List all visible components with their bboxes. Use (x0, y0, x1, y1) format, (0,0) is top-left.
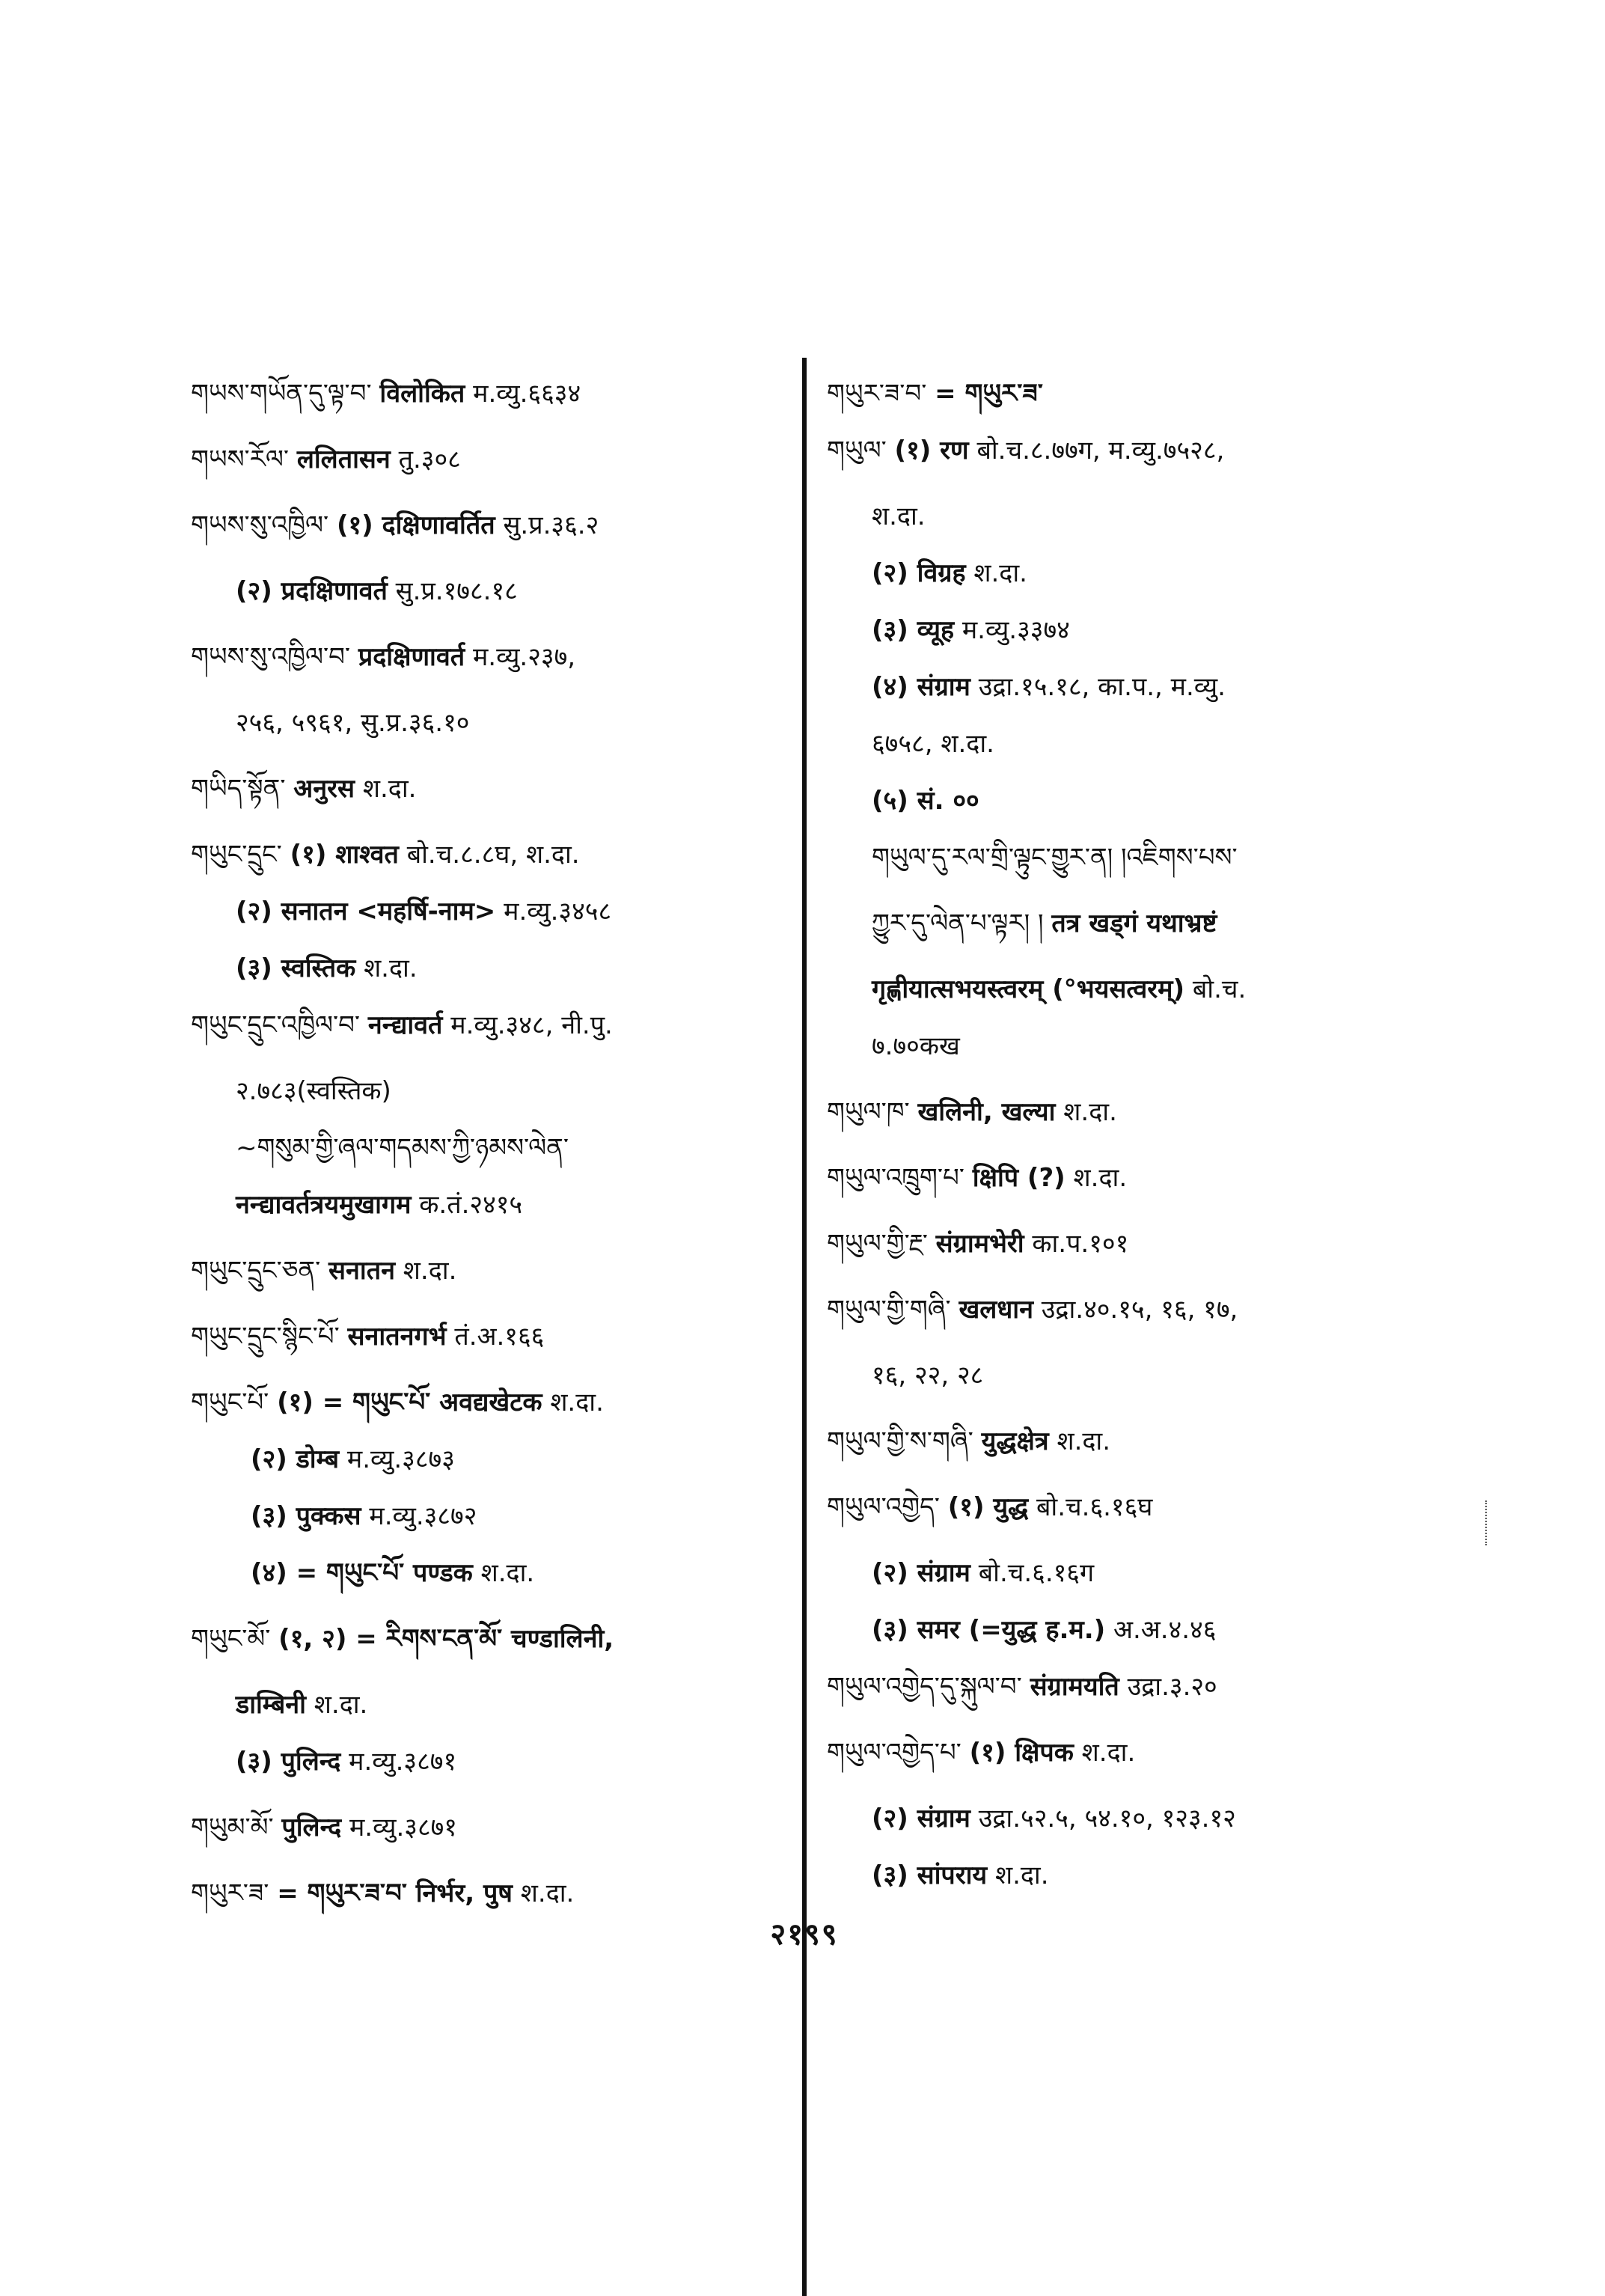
source-reference: अ.अ.४.४६ (1113, 1615, 1217, 1645)
headword-line (827, 1229, 1470, 1259)
sub-entry-line (251, 1444, 789, 1474)
tibetan-term: ཀྱུར་དུ་ལེན་པ་ལྟར། ། (872, 909, 1044, 938)
source-reference: श.दा. (1081, 1738, 1136, 1768)
tibetan-term: གཡུང་དྲུང་འཁྱིལ་བ་ (191, 1010, 361, 1040)
sanskrit-equivalent: (२) सनातन <महर्षि-नाम> (236, 897, 496, 926)
source-reference: ७.७०कख (872, 1031, 960, 1061)
sub-entry-line (236, 708, 789, 738)
tibetan-term: གཡུམ་མོ་ (191, 1813, 274, 1842)
tibetan-term: གཡས་གཡོན་དུ་ལྟ་བ་ (191, 379, 372, 409)
sub-entry-line (872, 1361, 1470, 1390)
source-reference: म.व्यु.३८७१ (349, 1747, 457, 1777)
sanskrit-equivalent: संग्रामयति (1030, 1672, 1119, 1702)
sanskrit-equivalent: तत्र खड्गं यथाभ्रष्टं (1051, 909, 1217, 938)
source-reference: बो.च.६.१६ग (978, 1558, 1095, 1588)
headword-line (191, 445, 789, 474)
tibetan-term: གཡུལ་གྱི་ས་གཞི་ (827, 1426, 973, 1456)
source-reference: श.दा. (1057, 1426, 1111, 1456)
sanskrit-equivalent: क्षिपि (?) (972, 1163, 1066, 1193)
source-reference: क.तं.२४१५ (419, 1190, 523, 1220)
sub-entry-line (872, 1558, 1470, 1588)
sub-entry-line (251, 1558, 789, 1588)
tibetan-term: གཡུལ་འགྱེད་ (827, 1492, 940, 1522)
sub-entry-line (236, 1747, 789, 1777)
sanskrit-equivalent: (५) सं. ०० (872, 786, 979, 816)
source-reference: १६, २२, २८ (872, 1361, 984, 1390)
source-reference: श.दा. (362, 774, 417, 804)
left-column (191, 352, 789, 1908)
sanskrit-equivalent: ललितासन (296, 445, 391, 474)
sub-entry-line (872, 729, 1470, 759)
source-reference: श.दा. (550, 1387, 604, 1417)
sanskrit-equivalent: गृह्णीयात्सभयस्त्वरम् (°भयसत्वरम्) (872, 974, 1185, 1004)
source-reference: बो.च.८.७७ग, म.व्यु.७५२८, (976, 436, 1225, 465)
headword-line (191, 1813, 789, 1842)
headword-line (191, 1322, 789, 1352)
sanskrit-equivalent: सनातन (328, 1256, 395, 1286)
sub-entry-line (872, 843, 1470, 873)
headword-line (191, 1256, 789, 1286)
source-reference: श.दा. (314, 1690, 368, 1720)
headword-line (827, 436, 1470, 465)
sub-entry-line (872, 909, 1470, 938)
sanskrit-equivalent: (३) पुलिन्द (236, 1747, 341, 1777)
headword-line (827, 1163, 1470, 1193)
source-reference: म.व्यु.२३७, (472, 642, 576, 672)
source-reference: २५६, ५९६१, सु.प्र.३६.१० (236, 708, 470, 738)
source-reference: म.व्यु.३४८, नी.पु. (450, 1010, 613, 1040)
sanskrit-equivalent: (४) संग्राम (872, 672, 970, 702)
sanskrit-equivalent: (१) युद्ध (947, 1492, 1029, 1522)
headword-line (191, 1624, 789, 1654)
source-reference: बो.च.८.८घ, श.दा. (406, 840, 580, 870)
sub-entry-line (236, 1133, 789, 1163)
source-reference: म.व्यु.३३७४ (962, 615, 1070, 645)
headword-line (191, 642, 789, 672)
tibetan-term: གཡིད་སྟོན་ (191, 774, 286, 804)
sub-entry-line (236, 1190, 789, 1220)
sanskrit-equivalent: संग्रामभेरी (935, 1229, 1024, 1259)
headword-line (827, 1295, 1470, 1325)
tibetan-term: གཡུང་མོ་ (191, 1624, 271, 1654)
sub-entry-line (236, 1076, 789, 1106)
tibetan-term: གཡུལ་དུ་རལ་གྲི་ལྟུང་གྱུར་ན། །འཇིགས་པས་ (872, 843, 1238, 873)
headword-line (827, 1097, 1470, 1127)
tibetan-term: གཡུང་དྲུང་སྙིང་པོ་ (191, 1322, 340, 1352)
tibetan-term: གཡུལ་གྱི་གཞི་ (827, 1295, 951, 1325)
source-reference: श.दा. (1063, 1097, 1117, 1127)
tibetan-term: གཡུང་དྲུང་ཅན་ (191, 1256, 321, 1286)
tibetan-term: གཡུལ་ (827, 436, 887, 465)
sanskrit-equivalent: (२) विग्रह (872, 558, 966, 588)
sub-entry-line (872, 1804, 1470, 1834)
source-reference: २.७८३(स्वस्तिक) (236, 1076, 391, 1106)
tibetan-term: གཡུལ་འཁྲུག་པ་ (827, 1163, 964, 1193)
margin-mark (1485, 1500, 1490, 1545)
tibetan-term: གཡས་སུ་འཁྱིལ་ (191, 510, 329, 540)
sub-entry-line (236, 576, 789, 606)
source-reference: श.दा. (403, 1256, 457, 1286)
sub-entry-line (872, 1031, 1470, 1061)
sub-entry-line (872, 615, 1470, 645)
source-reference: ६७५८, श.दा. (872, 729, 994, 759)
sanskrit-equivalent: (२) संग्राम (872, 1804, 970, 1834)
right-column (827, 352, 1470, 1890)
sanskrit-equivalent: (३) व्यूह (872, 615, 954, 645)
sanskrit-equivalent: डाम्बिनी (236, 1690, 306, 1720)
source-reference: श.दा. (480, 1558, 535, 1588)
headword-line (191, 379, 789, 409)
sub-entry-line (872, 558, 1470, 588)
source-reference: श.दा. (872, 501, 926, 531)
sub-entry-line (872, 672, 1470, 702)
headword-line (191, 510, 789, 540)
sanskrit-equivalent: (२) संग्राम (872, 1558, 970, 1588)
sanskrit-equivalent: खलिनी, खल्या (917, 1097, 1056, 1127)
tibetan-term: གཡུལ་འགྱེད་པ་ (827, 1738, 962, 1768)
source-reference: श.दा. (973, 558, 1027, 588)
source-reference: सु.प्र.३६.२ (503, 510, 599, 540)
sanskrit-equivalent: (१) = གཡུང་པོ་ अवद्यखेटक (277, 1387, 542, 1417)
sanskrit-equivalent: (३) सांपराय (872, 1860, 988, 1890)
sanskrit-equivalent: (१) दक्षिणावर्तित (336, 510, 495, 540)
headword-line (827, 379, 1470, 409)
sanskrit-equivalent: (१, २) = རིགས་ངན་མོ་ चण्डालिनी, (278, 1624, 614, 1654)
sub-entry-line (236, 1690, 789, 1720)
source-reference: श.दा. (520, 1878, 575, 1908)
source-reference: सु.प्र.१७८.१८ (395, 576, 518, 606)
sanskrit-equivalent: (३) समर (=युद्ध ह.म.) (872, 1615, 1106, 1645)
tibetan-term: ~གསུམ་གྱི་ཞལ་གདམས་ཀྱི་ཉམས་ལེན་ (236, 1133, 569, 1163)
source-reference: म.व्यु.३८७३ (346, 1444, 455, 1474)
source-reference: म.व्यु.६६३४ (473, 379, 581, 409)
sanskrit-equivalent: सनातनगर्भ (347, 1322, 447, 1352)
tibetan-term: གཡུང་དྲུང་ (191, 840, 282, 870)
sanskrit-equivalent: पुलिन्द (281, 1813, 342, 1842)
source-reference: उद्रा.१५.१८, का.प., म.व्यु. (978, 672, 1226, 702)
source-reference: उद्रा.३.२० (1127, 1672, 1217, 1702)
sub-entry-line (872, 974, 1470, 1004)
sanskrit-equivalent: युद्धक्षेत्र (981, 1426, 1049, 1456)
source-reference: श.दा. (994, 1860, 1049, 1890)
source-reference: तु.३०८ (398, 445, 461, 474)
sanskrit-equivalent: (२) प्रदक्षिणावर्त (236, 576, 388, 606)
sub-entry-line (872, 1860, 1470, 1890)
tibetan-term: གཡས་རོལ་ (191, 445, 290, 474)
sanskrit-equivalent: (१) रण (894, 436, 969, 465)
sanskrit-equivalent: (३) स्वस्तिक (236, 953, 356, 983)
page-number: २१९९ (770, 1917, 839, 1952)
source-reference: का.प.१०१ (1032, 1229, 1129, 1259)
column-divider (802, 358, 807, 2296)
source-reference: उद्रा.५२.५, ५४.१०, १२३.१२ (978, 1804, 1236, 1834)
sub-entry-line (251, 1501, 789, 1531)
source-reference: म.व्यु.३४५८ (504, 897, 612, 926)
headword-line (827, 1492, 1470, 1522)
headword-line (191, 774, 789, 804)
source-reference: म.व्यु.३८७१ (349, 1813, 457, 1842)
tibetan-term: གཡུར་ཟ་བ་ (827, 379, 927, 409)
source-reference: तं.अ.१६६ (454, 1322, 545, 1352)
sanskrit-equivalent: = གཡུར་ཟ་བ་ निर्भर, पुष (277, 1878, 513, 1908)
sanskrit-equivalent: विलोकित (379, 379, 465, 409)
sanskrit-equivalent: प्रदक्षिणावर्त (358, 642, 465, 672)
source-reference: बो.च.६.१६घ (1036, 1492, 1153, 1522)
tibetan-term: གཡུལ་འགྱེད་དུ་སྐུལ་བ་ (827, 1672, 1022, 1702)
sub-entry-line (236, 897, 789, 926)
sanskrit-equivalent: (४) = གཡུང་པོ་ पण्डक (251, 1558, 473, 1588)
tibetan-term: གཡུར་ཟ་ (191, 1878, 269, 1908)
source-reference: उद्रा.४०.१५, १६, १७, (1041, 1295, 1238, 1325)
sanskrit-equivalent: (२) डोम्ब (251, 1444, 340, 1474)
headword-line (191, 840, 789, 870)
sanskrit-equivalent: (१) क्षिपक (969, 1738, 1074, 1768)
sanskrit-equivalent: खलधान (959, 1295, 1033, 1325)
tibetan-term: གཡུང་པོ་ (191, 1387, 269, 1417)
sanskrit-equivalent: अनुरस (293, 774, 355, 804)
headword-line (191, 1878, 789, 1908)
sanskrit-equivalent: नन्द्यावर्तत्रयमुखागम (236, 1190, 412, 1220)
sub-entry-line (872, 786, 1470, 816)
source-reference: श.दा. (1073, 1163, 1128, 1193)
sanskrit-equivalent: नन्द्यावर्त (367, 1010, 443, 1040)
sanskrit-equivalent: (१) शाश्वत (290, 840, 399, 870)
sanskrit-equivalent: (३) पुक्कस (251, 1501, 361, 1531)
source-reference: म.व्यु.३८७२ (369, 1501, 477, 1531)
tibetan-term: གཡུལ་ཁ་ (827, 1097, 910, 1127)
tibetan-term: གཡས་སུ་འཁྱིལ་བ་ (191, 642, 351, 672)
source-reference: बो.च. (1192, 974, 1247, 1004)
sub-entry-line (236, 953, 789, 983)
headword-line (191, 1010, 789, 1040)
sub-entry-line (872, 1615, 1470, 1645)
source-reference: श.दा. (364, 953, 418, 983)
headword-line (191, 1387, 789, 1417)
headword-line (827, 1738, 1470, 1768)
headword-line (827, 1426, 1470, 1456)
sanskrit-equivalent: = གཡུར་ཟ་ (935, 379, 1043, 409)
sub-entry-line (872, 501, 1470, 531)
headword-line (827, 1672, 1470, 1702)
tibetan-term: གཡུལ་གྱི་རྔ་ (827, 1229, 928, 1259)
